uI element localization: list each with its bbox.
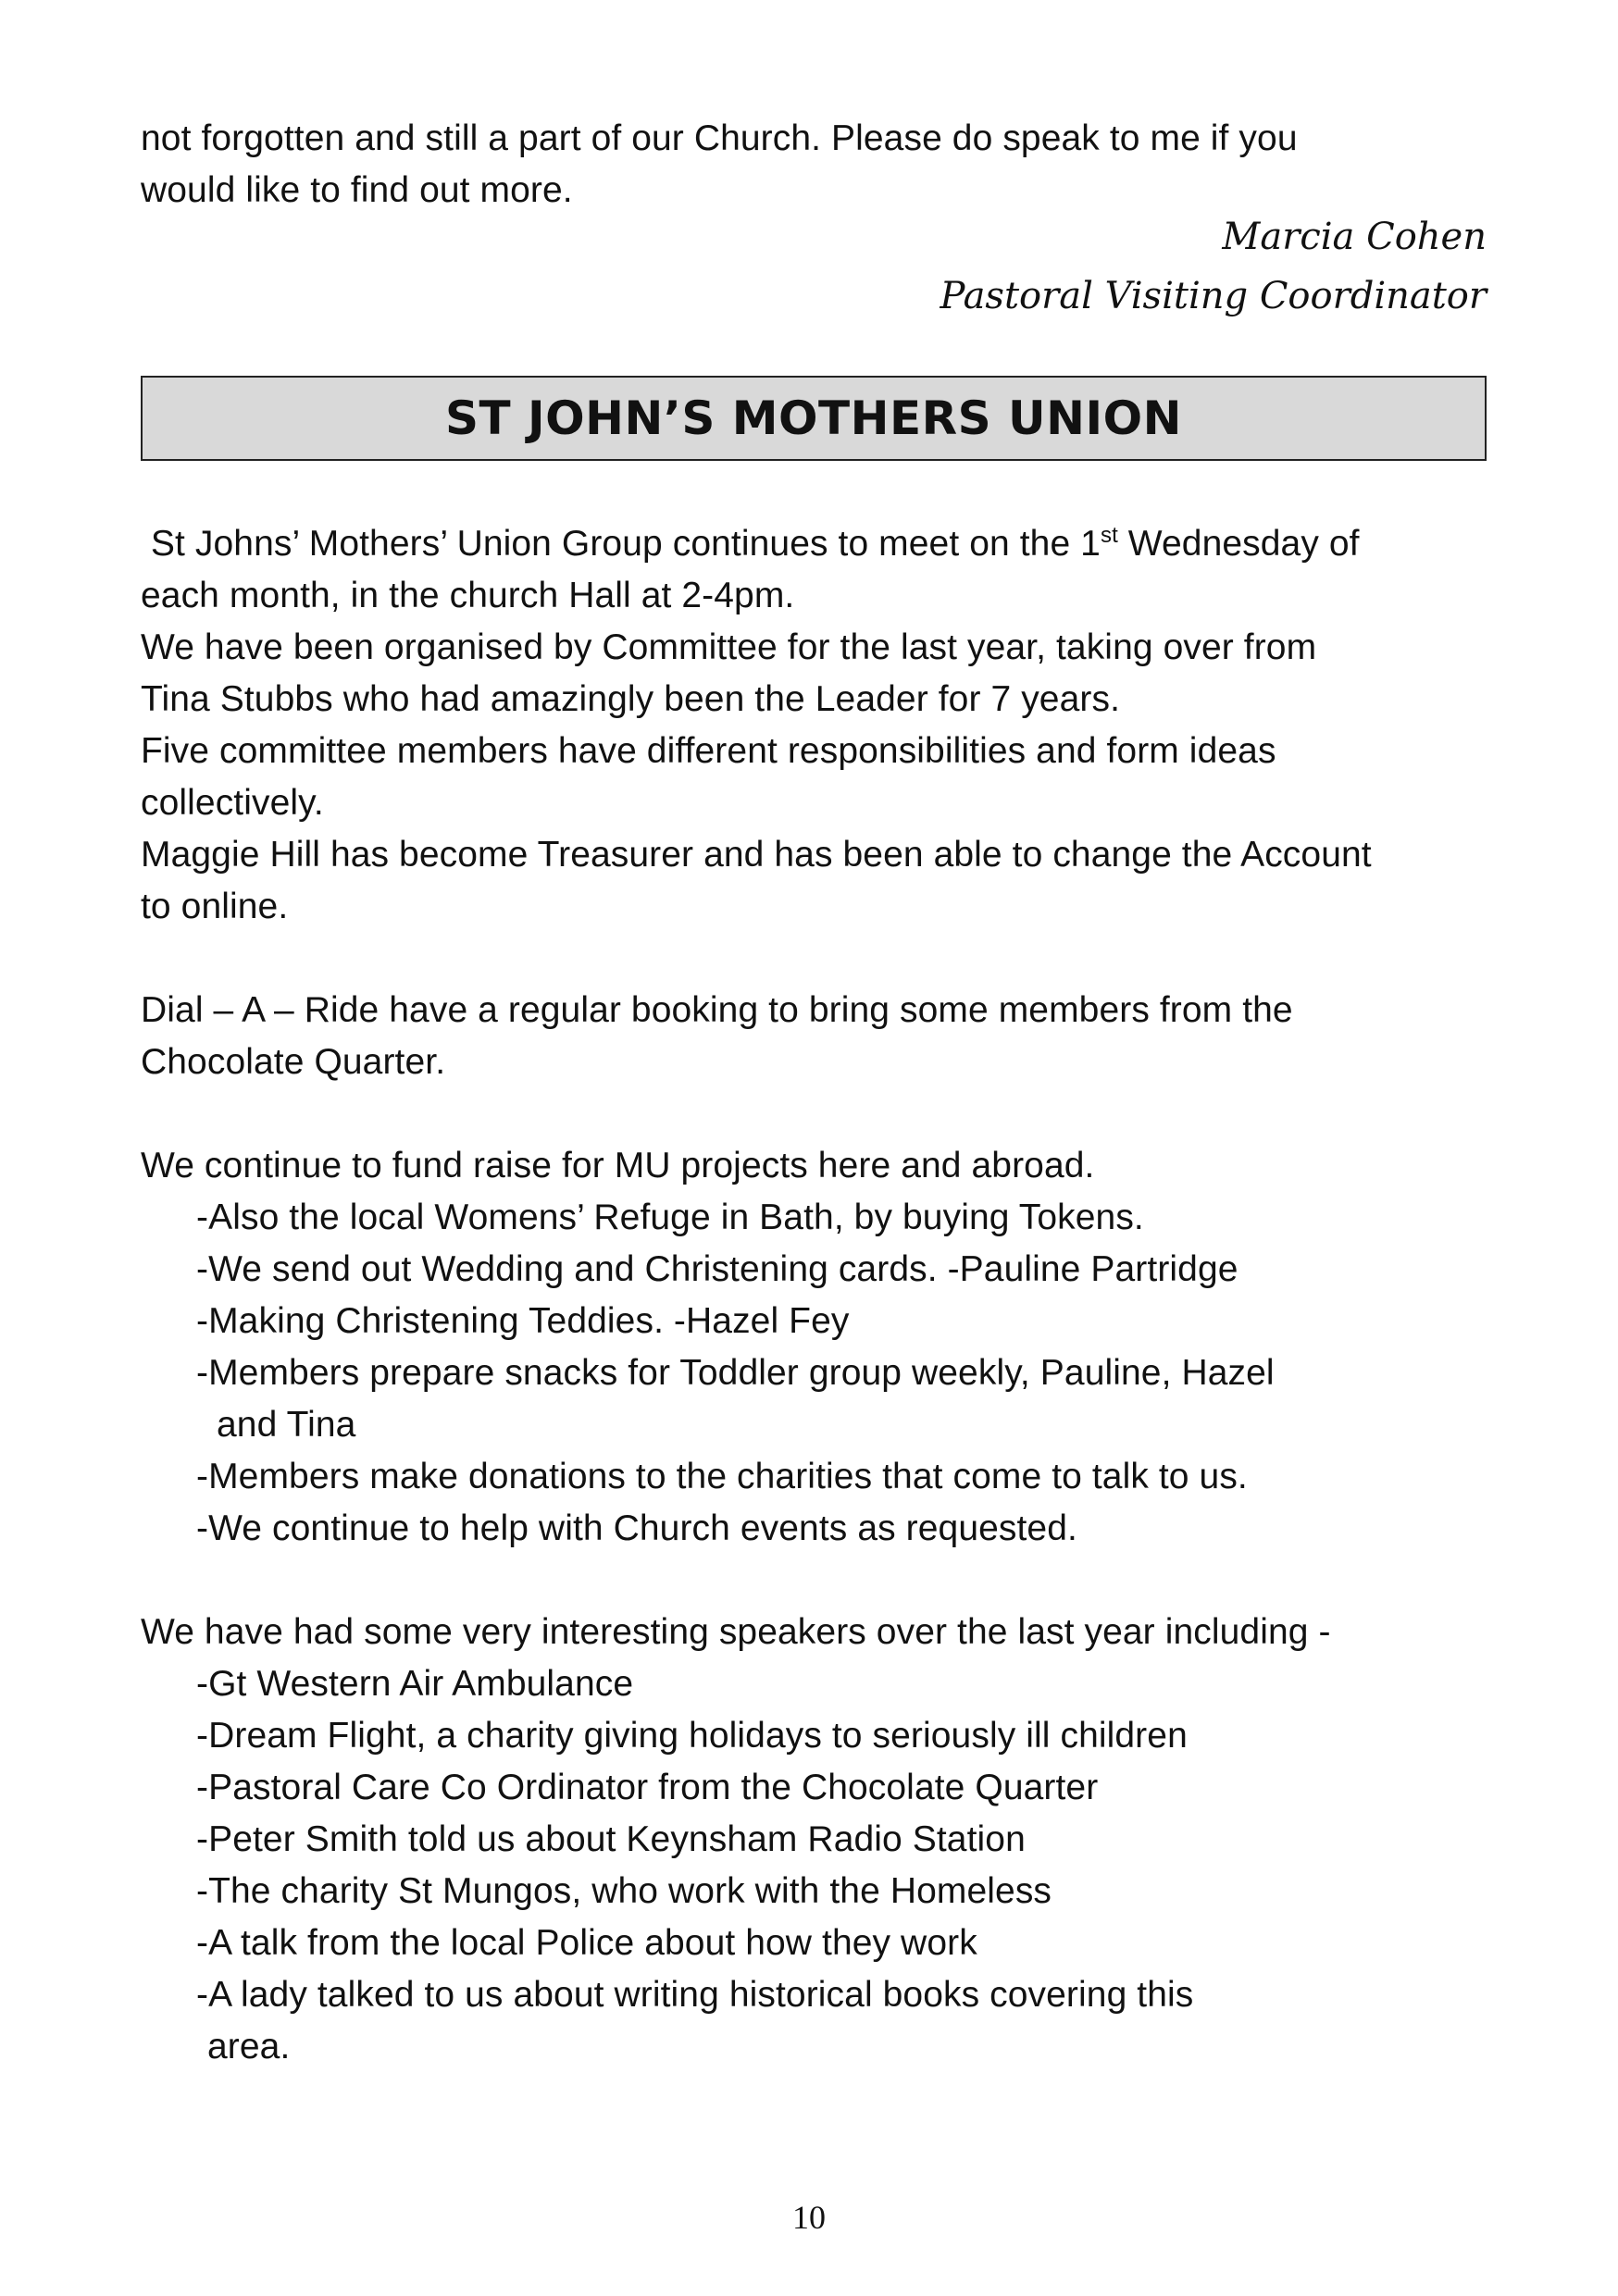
list-item: -We send out Wedding and Christening cards. -Pauline Partridge <box>196 1249 1238 1289</box>
list-item: -Pastoral Care Co Ordinator from the Chocolate Quarter <box>196 1768 1099 1807</box>
paragraph1-line-1 <box>141 518 1360 570</box>
section-title-box <box>141 376 1487 461</box>
list-item: -Peter Smith told us about Keynsham Radio Station <box>196 1819 1026 1859</box>
list-item: -We continue to help with Church events as requested. <box>196 1508 1077 1548</box>
fundraising-intro: We continue to fund raise for MU projects here and abroad. <box>141 1146 1095 1185</box>
speakers-intro: We have had some very interesting speakers over the last year including - <box>141 1612 1331 1652</box>
intro-line-2: would like to find out more. <box>141 170 573 210</box>
paragraph1-line-6: collectively. <box>141 783 324 823</box>
list-item: -Also the local Womens’ Refuge in Bath, by buying Tokens. <box>196 1198 1144 1237</box>
paragraph1-line-1-end: Wednesday of <box>1117 524 1360 564</box>
paragraph1-line-7: Maggie Hill has become Treasurer and has been able to change the Account <box>141 835 1372 875</box>
intro-line-1: not forgotten and still a part of our Church. Please do speak to me if you <box>141 118 1298 158</box>
paragraph1-line-8: to online. <box>141 887 289 926</box>
signature-name: Marcia Cohen <box>1222 216 1487 258</box>
list-item: -A talk from the local Police about how they work <box>196 1923 977 1963</box>
paragraph1-line-3: We have been organised by Committee for the last year, taking over from <box>141 627 1317 667</box>
paragraph1-line-1-text: St Johns’ Mothers’ Union Group continues to meet on the 1 <box>141 524 1101 564</box>
ordinal-suffix: st <box>1100 523 1118 548</box>
paragraph2-line-1: Dial – A – Ride have a regular booking to bring some members from the <box>141 990 1293 1030</box>
list-item: -A lady talked to us about writing historical books covering this <box>196 1975 1194 2015</box>
page-number: 10 <box>792 2199 826 2236</box>
paragraph1-line-2: each month, in the church Hall at 2-4pm. <box>141 576 795 615</box>
paragraph1-line-5: Five committee members have different responsibilities and form ideas <box>141 731 1276 771</box>
list-item: -The charity St Mungos, who work with the Homeless <box>196 1871 1052 1911</box>
paragraph2-line-2: Chocolate Quarter. <box>141 1042 446 1082</box>
section-title: ST JOHN’S MOTHERS UNION <box>445 391 1182 445</box>
list-item-continuation: area. <box>207 2027 291 2066</box>
list-item: -Gt Western Air Ambulance <box>196 1664 634 1704</box>
list-item: -Making Christening Teddies. -Hazel Fey <box>196 1301 850 1341</box>
signature-role: Pastoral Visiting Coordinator <box>940 275 1487 317</box>
list-item: -Members make donations to the charities that come to talk to us. <box>196 1457 1248 1496</box>
paragraph1-line-4: Tina Stubbs who had amazingly been the Leader for 7 years. <box>141 679 1120 719</box>
list-item: -Dream Flight, a charity giving holidays to seriously ill children <box>196 1716 1188 1756</box>
list-item: -Members prepare snacks for Toddler group weekly, Pauline, Hazel <box>196 1353 1275 1393</box>
list-item-continuation: and Tina <box>217 1405 356 1445</box>
